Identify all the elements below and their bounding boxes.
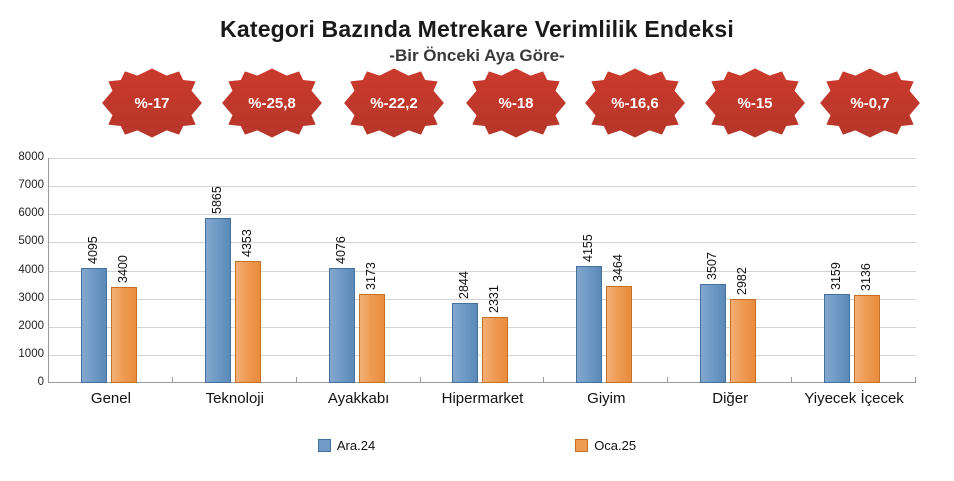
- legend-swatch-icon: [318, 439, 331, 452]
- bottom-strip: [0, 463, 954, 481]
- y-tick-label: 2000: [18, 319, 44, 332]
- bar: [205, 218, 231, 383]
- legend-item-series-2: [575, 438, 636, 453]
- title-block: [0, 16, 954, 66]
- bar-value-label: 5865: [209, 186, 224, 215]
- bar: [111, 287, 137, 383]
- legend-label: Ara.24: [336, 437, 376, 453]
- x-axis-label: Diğer: [712, 390, 749, 407]
- x-axis-labels: [49, 390, 916, 412]
- legend: [0, 435, 954, 455]
- percent-badge-label: %-0,7: [850, 94, 890, 112]
- chart-title: Kategori Bazında Metrekare Verimlilik Endeksi: [220, 16, 734, 42]
- bar-value-label: 3507: [705, 252, 720, 281]
- bar-value-label: 4095: [85, 236, 100, 264]
- percent-badge-label: %-16,6: [611, 94, 659, 112]
- percent-badge: [342, 67, 446, 139]
- percent-badge: [100, 67, 204, 139]
- percent-badge-label: %-17: [134, 94, 170, 112]
- y-tick-label: 5000: [18, 235, 44, 248]
- bar-group: [668, 158, 792, 383]
- bar-value-label: 4155: [581, 234, 596, 263]
- x-axis-label: Yiyecek İçecek: [804, 390, 904, 407]
- bar: [235, 261, 261, 383]
- legend-item-series-1: [318, 438, 375, 453]
- bar: [730, 299, 756, 383]
- bar-group: [544, 158, 668, 383]
- y-tick-label: 0: [37, 376, 44, 388]
- bar: [359, 294, 385, 383]
- percent-badge: [583, 67, 687, 139]
- bar-value-label: 2982: [735, 267, 750, 296]
- bar-group: [49, 158, 173, 383]
- bar: [700, 284, 726, 383]
- bar-value-label: 4076: [333, 236, 348, 265]
- bar-value-label: 3400: [115, 255, 130, 284]
- bar: [81, 268, 107, 383]
- y-tick-label: 6000: [18, 207, 44, 220]
- percent-badge-label: %-15: [737, 94, 773, 112]
- x-axis-label: Hipermarket: [441, 390, 524, 407]
- x-axis-label: Giyim: [587, 390, 626, 407]
- bar-group: [297, 158, 421, 383]
- percent-badge: [464, 67, 568, 139]
- percent-badge: [703, 67, 807, 139]
- x-axis-label: Teknoloji: [205, 390, 264, 407]
- bar-value-label: 2844: [457, 271, 472, 300]
- bar-value-label: 3464: [611, 253, 626, 282]
- bar-value-label: 4353: [239, 228, 254, 257]
- chart-subtitle: -Bir Önceki Aya Göre-: [389, 46, 565, 65]
- percent-badge-label: %-22,2: [370, 94, 418, 112]
- percent-badge: [818, 67, 922, 139]
- y-tick-label: 8000: [18, 151, 44, 163]
- bar-group: [421, 158, 545, 383]
- bar-value-label: 2331: [487, 285, 502, 314]
- bar-value-label: 3159: [829, 262, 844, 291]
- y-tick-label: 7000: [18, 179, 44, 192]
- legend-label: Oca.25: [594, 437, 637, 453]
- legend-swatch-icon: [575, 439, 588, 452]
- x-axis-label: Genel: [90, 390, 131, 407]
- y-axis: [0, 151, 44, 388]
- percent-badge: [220, 67, 324, 139]
- bar: [576, 266, 602, 383]
- bar: [824, 294, 850, 383]
- x-axis-tick: [915, 377, 916, 383]
- bar-group: [792, 158, 916, 383]
- y-tick-label: 4000: [18, 263, 44, 276]
- y-tick-label: 3000: [18, 291, 44, 304]
- bar: [329, 268, 355, 383]
- bar: [606, 286, 632, 383]
- bar-value-label: 3173: [363, 261, 378, 290]
- percent-badge-label: %-25,8: [248, 94, 296, 112]
- bar-group: [173, 158, 297, 383]
- percent-change-badges: [48, 67, 916, 139]
- bar: [452, 303, 478, 383]
- y-tick-label: 1000: [18, 347, 44, 360]
- bar-value-label: 3136: [859, 263, 874, 291]
- bar: [482, 317, 508, 383]
- percent-badge-label: %-18: [498, 94, 534, 112]
- bar-groups: [49, 158, 916, 383]
- x-axis-label: Ayakkabı: [327, 390, 390, 407]
- bar: [854, 295, 880, 383]
